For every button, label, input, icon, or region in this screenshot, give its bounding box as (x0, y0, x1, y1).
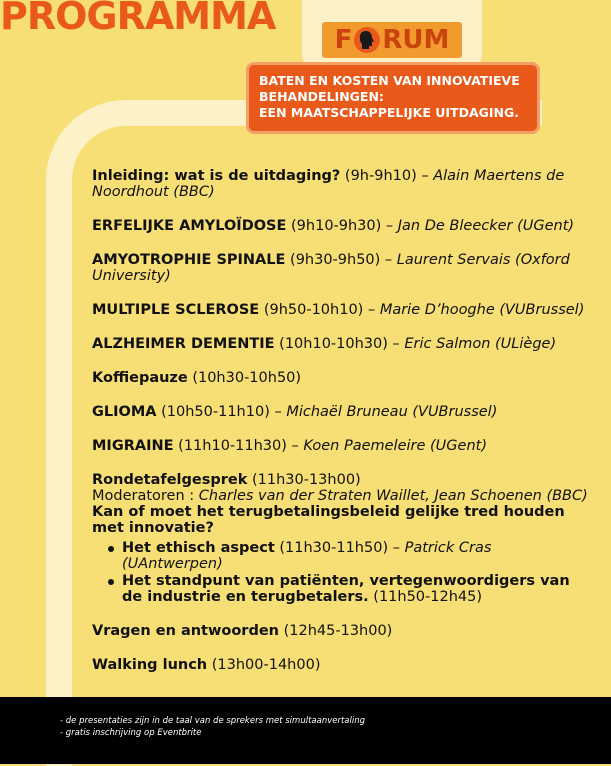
footer-note: - gratis inschrijving op Eventbrite (60, 728, 202, 738)
moderators-line (92, 488, 592, 504)
session-speaker: Michaël Bruneau (VUBrussel) (286, 404, 498, 420)
subtitle-box (246, 62, 540, 134)
subtitle-line: BATEN EN KOSTEN VAN INNOVATIEVE (259, 73, 520, 88)
page-title: PROGRAMMA (0, 0, 276, 38)
moderators-label: Moderatoren : (92, 488, 199, 504)
topic-item (106, 573, 592, 605)
session-title: Vragen en antwoorden (92, 623, 279, 639)
session-title: ERFELIJKE AMYLOÏDOSE (92, 218, 287, 234)
session-time: (9h30-9h50) – (285, 252, 397, 268)
session-time: (10h10-10h30) – (274, 336, 405, 352)
program-item (92, 218, 592, 234)
session-title: AMYOTROPHIE SPINALE (92, 252, 286, 268)
session-speaker: Koen Paemeleire (UGent) (303, 438, 487, 454)
topic-speaker: Patrick Cras (UAntwerpen) (122, 540, 492, 572)
session-time: (11h10-11h30) – (173, 438, 304, 454)
session-title: Koffiepauze (92, 370, 188, 386)
session-time: (12h45-13h00) (279, 623, 393, 639)
session-time: (9h10-9h30) – (286, 218, 398, 234)
topic-title: Het standpunt van patiënten, vertegenwoordigers van de industrie en terugbetalers. (122, 573, 570, 605)
program-item (92, 302, 592, 318)
program-item (92, 336, 592, 352)
session-speaker: Laurent Servais (Oxford University) (92, 252, 570, 284)
session-speaker: Jan De Bleecker (UGent) (397, 218, 575, 234)
session-time: (10h30-10h50) (187, 370, 302, 386)
moderators-names: Charles van der Straten Waillet, Jean Schoenen (BBC) (198, 488, 588, 504)
subtitle-line: EEN MAATSCHAPPELIJKE UITDAGING. (259, 105, 520, 120)
session-title: MULTIPLE SCLEROSE (92, 302, 260, 318)
session-title: Inleiding: wat is de uitdaging? (92, 168, 341, 184)
program-item (92, 657, 592, 673)
topic-time: (11h50-12h45) (368, 589, 483, 605)
program-item (92, 370, 592, 386)
roundtable-section (92, 472, 592, 605)
head-silhouette-icon (354, 27, 380, 53)
program-item (92, 404, 592, 420)
footer-notes (60, 715, 365, 739)
roundtable-topics (92, 540, 592, 605)
topic-item (106, 540, 592, 572)
roundtable-question: Kan of moet het terugbetalingsbeleid gelijke tred houden met innovatie? (92, 504, 565, 536)
program-item (92, 252, 592, 284)
session-speaker: Eric Salmon (ULiège) (404, 336, 557, 352)
footer-bar (0, 697, 611, 764)
roundtable-heading (92, 472, 592, 488)
session-speaker: Marie D’hooghe (VUBrussel) (379, 302, 585, 318)
session-title: ALZHEIMER DEMENTIE (92, 336, 275, 352)
session-title: MIGRAINE (92, 438, 174, 454)
topic-time: (11h30-11h50) – (274, 540, 405, 556)
logo-letter-f: F (334, 25, 353, 55)
session-time: (9h-9h10) – (340, 168, 434, 184)
forum-logo (322, 22, 462, 58)
logo-letters-rum: RUM (382, 25, 450, 55)
roundtable-time: (11h30-13h00) (247, 472, 361, 488)
session-title: Walking lunch (92, 657, 208, 673)
roundtable-title: Rondetafelgesprek (92, 472, 248, 488)
program-list (92, 168, 592, 691)
session-speaker: Alain Maertens de Noordhout (BBC) (92, 168, 565, 200)
topic-title: Het ethisch aspect (122, 540, 275, 556)
program-item (92, 438, 592, 454)
program-item (92, 623, 592, 639)
footer-note: - de presentaties zijn in de taal van de sprekers met simultaanvertaling (60, 716, 366, 726)
session-time: (13h00-14h00) (207, 657, 321, 673)
session-time: (9h50-10h10) – (259, 302, 380, 318)
session-time: (10h50-11h10) – (156, 404, 287, 420)
subtitle-line: BEHANDELINGEN: (259, 89, 384, 104)
session-title: GLIOMA (92, 404, 157, 420)
program-item (92, 168, 592, 200)
